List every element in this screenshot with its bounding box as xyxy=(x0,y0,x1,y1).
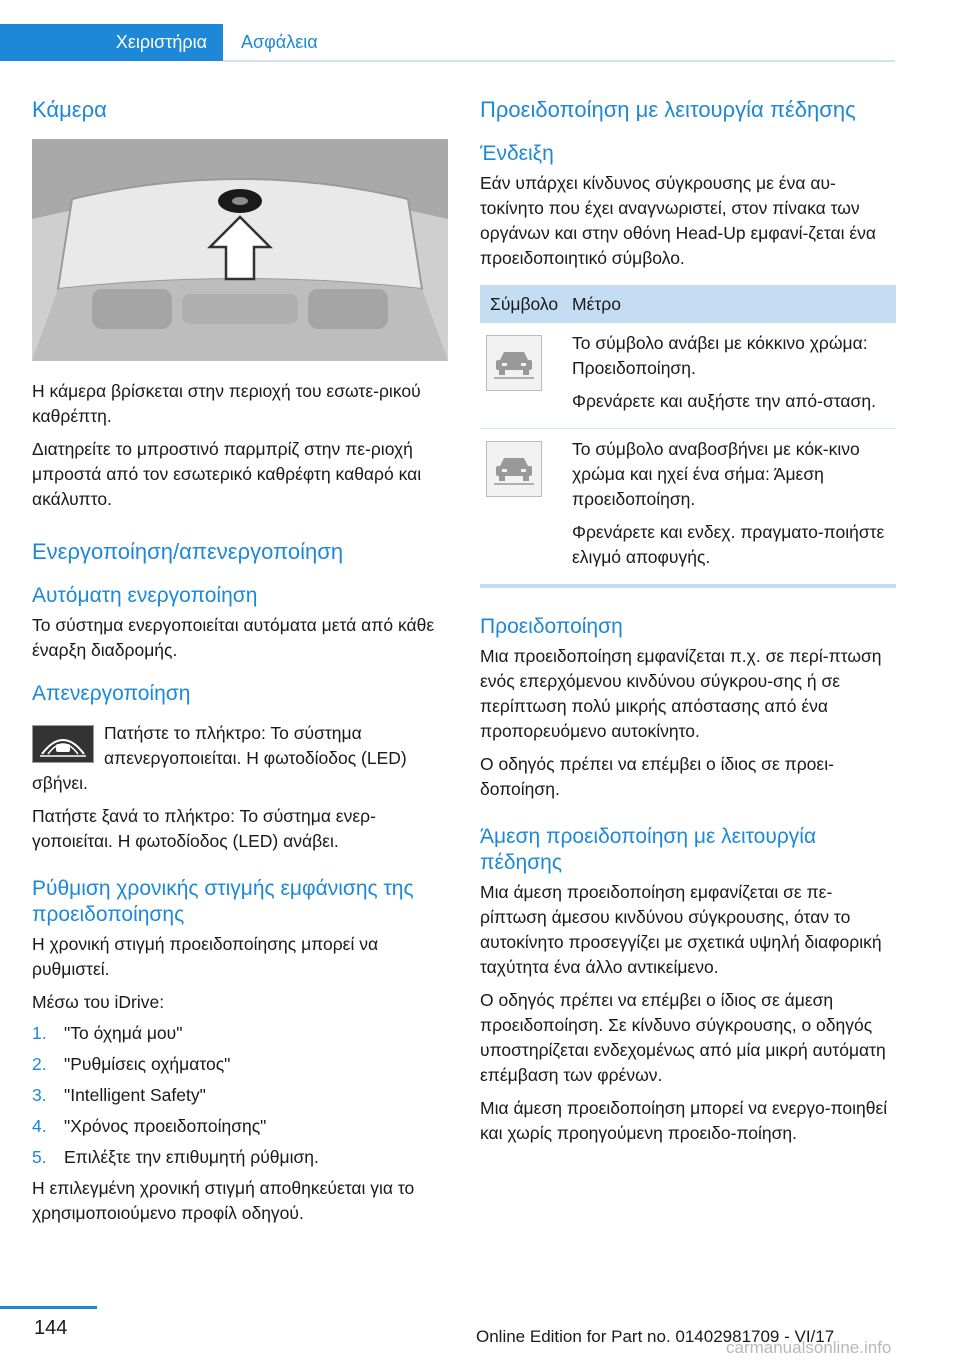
deactivation-block xyxy=(32,721,448,796)
prewarning-heading: Προειδοποίηση xyxy=(480,615,623,638)
edition-note: Online Edition for Part no. 01402981709 - VI/17 xyxy=(476,1327,835,1346)
deactivation-text-2: Πατήστε ξανά το πλήκτρο: Το σύστημα ενερ-γοποιείται. Η φωτοδίοδος (LED) ανάβει. xyxy=(32,806,376,851)
tab-safety[interactable]: Ασφάλεια xyxy=(223,24,895,61)
list-item: 2. "Ρυθμίσεις οχήματος" xyxy=(32,1054,231,1074)
right-column xyxy=(480,96,896,1146)
car-warning-icon xyxy=(486,335,542,391)
timing-text-2: Μέσω του iDrive: xyxy=(32,992,165,1012)
symbol-table xyxy=(480,285,896,588)
indication-heading: Ένδειξη xyxy=(480,142,554,165)
prewarning-text-2: Ο οδηγός πρέπει να επέμβει ο ίδιος σε προει-δοποίηση. xyxy=(480,754,834,799)
deactivation-heading: Απενεργοποίηση xyxy=(32,682,191,705)
prewarning-text-1: Μια προειδοποίηση εμφανίζεται π.χ. σε περί-πτωση ενός επερχόμενου κινδύνου σύγκρου-σης ή σε περίπτωση πολύ μικρής απόστασης από ένα προπορευόμενο αυτοκίνητο. xyxy=(480,646,882,741)
left-column xyxy=(32,96,448,1226)
table-header-symbol: Σύμβολο xyxy=(490,293,559,314)
table-header-measure: Μέτρο xyxy=(572,293,621,314)
idrive-steps xyxy=(32,1021,448,1170)
immediate-warning-text-1: Μια άμεση προειδοποίηση εμφανίζεται σε πε-ρίπτωση άμεσου κινδύνου σύγκρουσης, όταν το αυτοκίνητο προσεγγίζει με σχετικά υψηλή διαφορική ταχύτητα ένα άλλο αντικείμενο. xyxy=(480,882,882,977)
page-number: 144 xyxy=(34,1317,68,1339)
timing-text-3: Η επιλεγμένη χρονική στιγμή αποθηκεύεται για το χρησιμοποιούμενο προφίλ οδηγού. xyxy=(32,1178,415,1223)
camera-text-1: Η κάμερα βρίσκεται στην περιοχή του εσωτε-ρικού καθρέπτη. xyxy=(32,381,421,426)
list-item: 3. "Intelligent Safety" xyxy=(32,1085,206,1105)
list-item: 5. Επιλέξτε την επιθυμητή ρύθμιση. xyxy=(32,1147,319,1167)
brake-warning-heading: Προειδοποίηση με λειτουργία πέδησης xyxy=(480,97,856,122)
auto-heading: Αυτόματη ενεργοποίηση xyxy=(32,584,258,607)
table-row xyxy=(480,429,896,584)
timing-heading: Ρύθμιση χρονικής στιγμής εμφάνισης της προειδοποίησης xyxy=(32,877,414,926)
table-header xyxy=(480,285,896,323)
camera-text-2: Διατηρείτε το μπροστινό παρμπρίζ στην πε-ριοχή μπροστά από τον εσωτερικό καθρέφτη καθαρό και ακάλυπτο. xyxy=(32,439,422,509)
table-cell: Φρενάρετε και ενδεχ. πραγματο-ποιήστε ελιγμό αποφυγής. xyxy=(572,522,885,567)
list-item: 4. "Χρόνος προειδοποίησης" xyxy=(32,1116,267,1136)
tab-underline xyxy=(223,60,895,62)
collision-warning-button-icon xyxy=(32,725,94,763)
camera-location-image xyxy=(32,139,448,361)
table-end-rule xyxy=(480,584,896,588)
deactivation-text-1: Πατήστε το πλήκτρο: Το σύστημα απενεργοποιείται. Η φωτοδίοδος (LED) σβήνει. xyxy=(32,723,407,793)
header-tabs xyxy=(0,24,895,61)
list-item: 1. "Το όχημά μου" xyxy=(32,1023,183,1043)
immediate-warning-text-3: Μια άμεση προειδοποίηση μπορεί να ενεργο-ποιηθεί και χωρίς προηγούμενη προειδο-ποίηση. xyxy=(480,1098,888,1143)
table-cell: Το σύμβολο ανάβει με κόκκινο χρώμα: Προειδοποίηση. xyxy=(572,333,868,378)
camera-heading: Κάμερα xyxy=(32,97,107,122)
table-cell: Φρενάρετε και αυξήστε την από-σταση. xyxy=(572,391,876,411)
immediate-warning-heading: Άμεση προειδοποίηση με λειτουργία πέδησης xyxy=(480,825,817,874)
tab-controls[interactable]: Χειριστήρια xyxy=(0,24,223,61)
immediate-warning-text-2: Ο οδηγός πρέπει να επέμβει ο ίδιος σε άμεση προειδοποίηση. Σε κίνδυνο σύγκρουσης, ο οδηγός υποστηρίζεται ενδεχομένως από μία μικρή αυτόματη επέμβαση των φρένων. xyxy=(480,990,886,1085)
table-row xyxy=(480,323,896,429)
watermark: carmanualsonline.info xyxy=(726,1338,892,1357)
auto-text: Το σύστημα ενεργοποιείται αυτόματα μετά από κάθε έναρξη διαδρομής. xyxy=(32,615,435,660)
onoff-heading: Ενεργοποίηση/απενεργοποίηση xyxy=(32,539,344,564)
indication-text: Εάν υπάρχει κίνδυνος σύγκρουσης με ένα αυ-τοκίνητο που έχει αναγνωριστεί, στον πίνακα των οργάνων και στην οθόνη Head-Up εμφανί-ζεται ένα προειδοποιητικό σύμβολο. xyxy=(480,173,877,268)
page-number-rule xyxy=(0,1306,97,1309)
table-cell: Το σύμβολο αναβοσβήνει με κόκ-κινο χρώμα και ηχεί ένα σήμα: Άμεση προειδοποίηση. xyxy=(572,439,860,509)
timing-text-1: Η χρονική στιγμή προειδοποίησης μπορεί να ρυθμιστεί. xyxy=(32,934,379,979)
car-warning-flashing-icon xyxy=(486,441,542,497)
